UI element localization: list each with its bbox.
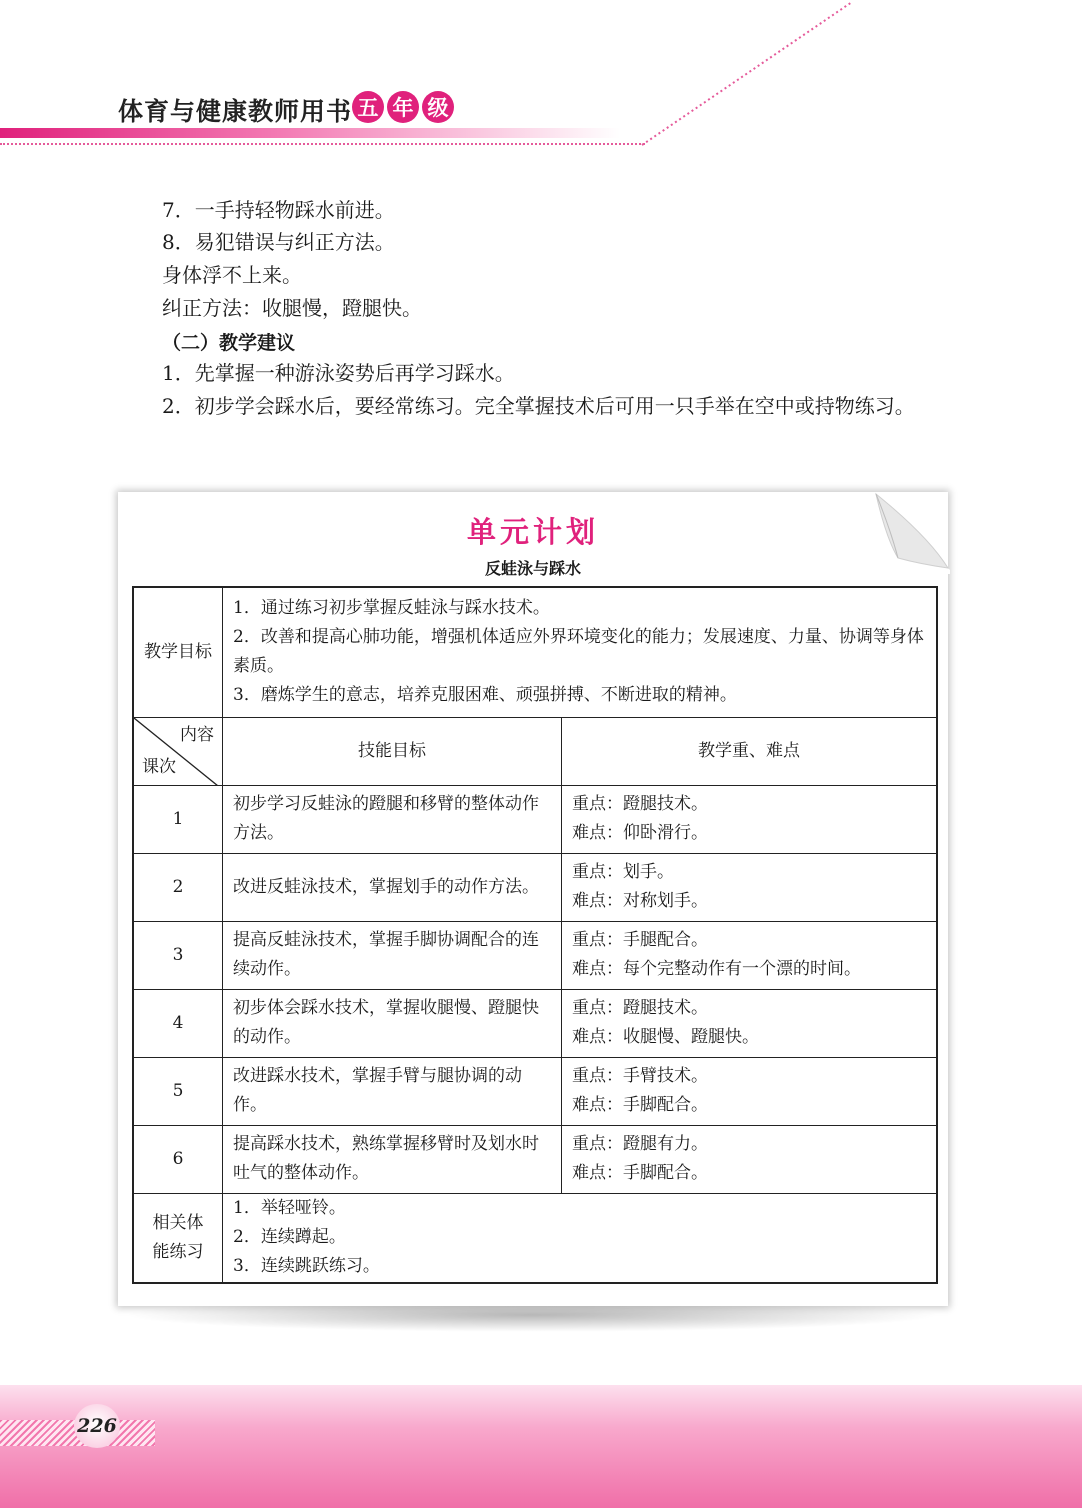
lesson-difficulty: 难点：仰卧滑行。 [572,823,708,843]
body-line: 纠正方法：收腿慢，蹬腿快。 [162,296,422,320]
col-header-key: 教学重、难点 [562,717,938,785]
lesson-difficulty: 难点：每个完整动作有一个漂的时间。 [572,959,861,979]
lesson-difficulty: 难点：对称划手。 [572,891,708,911]
lesson-row [133,785,937,853]
diag-label-content: 内容 [180,724,214,745]
lesson-difficulty: 难点：手脚配合。 [572,1163,708,1183]
header-dotted-line [0,143,645,145]
lesson-row [133,1057,937,1125]
fitness-row [133,1193,937,1283]
grade-char-3: 级 [422,91,454,123]
page-number: 226 [74,1404,120,1448]
fitness-item: 2．连续蹲起。 [233,1227,346,1248]
suggestion-line: 2．初步学会踩水后，要经常练习。完全掌握技术后可用一只手举在空中或持物练习。 [162,394,915,418]
lesson-difficulty: 难点：手脚配合。 [572,1095,708,1115]
header-row [133,717,937,785]
lesson-row [133,921,937,989]
lesson-difficulty: 难点：收腿慢、蹬腿快。 [572,1027,759,1047]
lesson-row [133,1125,937,1193]
suggestion-line: 1．先掌握一种游泳姿势后再学习踩水。 [162,361,515,385]
unit-plan-table [132,586,938,1284]
body-line: 身体浮不上来。 [162,263,302,287]
lesson-key: 重点：划手。 [572,862,674,882]
grade-badge [352,91,454,123]
diagonal-header-cell [133,717,223,785]
lesson-skill: 改进反蛙泳技术，掌握划手的动作方法。 [223,853,562,921]
section-subhead: （二）教学建议 [162,332,296,354]
lesson-key: 重点：蹬腿技术。 [572,998,708,1018]
body-line: 7．一手持轻物踩水前进。 [162,198,395,222]
lesson-key-points [562,785,938,853]
lesson-skill: 初步学习反蛙泳的蹬腿和移臂的整体动作方法。 [223,785,562,853]
footer-band [0,1385,1082,1508]
lesson-skill: 提高踩水技术，熟练掌握移臂时及划水时吐气的整体动作。 [223,1125,562,1193]
lesson-row [133,853,937,921]
grade-char-2: 年 [387,91,419,123]
objectives-content [223,587,938,717]
lesson-skill: 初步体会踩水技术，掌握收腿慢、蹬腿快的动作。 [223,989,562,1057]
fitness-label: 相关体能练习 [133,1193,223,1283]
lesson-number: 6 [133,1125,223,1193]
lesson-key: 重点：蹬腿有力。 [572,1134,708,1154]
lesson-number: 5 [133,1057,223,1125]
lesson-number: 1 [133,785,223,853]
fitness-item: 3．连续跳跃练习。 [233,1256,380,1277]
book-title: 体育与健康教师用书 [118,97,353,126]
body-line: 8．易犯错误与纠正方法。 [162,230,395,254]
lesson-row [133,989,937,1057]
lesson-number: 2 [133,853,223,921]
lesson-key-points [562,853,938,921]
grade-char-1: 五 [352,91,384,123]
objective-item: 1．通过练习初步掌握反蛙泳与踩水技术。 [233,598,550,619]
lesson-key-points [562,989,938,1057]
card-title: 单元计划 [466,515,599,549]
lesson-number: 3 [133,921,223,989]
lesson-key: 重点：手臂技术。 [572,1066,708,1086]
page-curl-decoration [868,488,954,574]
fitness-content [223,1193,938,1283]
lesson-key-points [562,1125,938,1193]
lesson-number: 4 [133,989,223,1057]
objectives-label: 教学目标 [133,587,223,717]
header-diagonal-dots [640,0,855,148]
lesson-skill: 改进踩水技术，掌握手臂与腿协调的动作。 [223,1057,562,1125]
objective-item: 3．磨炼学生的意志，培养克服困难、顽强拼搏、不断进取的精神。 [233,685,737,706]
unit-plan-card [118,492,948,1306]
objective-item: 2．改善和提高心肺功能，增强机体适应外界环境变化的能力；发展速度、力量、协调等身体素质。 [233,627,924,677]
objectives-row [133,587,937,717]
lesson-key: 重点：手腿配合。 [572,930,708,950]
lesson-key: 重点：蹬腿技术。 [572,794,708,814]
lesson-key-points [562,921,938,989]
lesson-key-points [562,1057,938,1125]
lesson-skill: 提高反蛙泳技术，掌握手脚协调配合的连续动作。 [223,921,562,989]
card-subtitle: 反蛙泳与踩水 [484,559,581,578]
header-bar [0,128,620,138]
diag-label-lesson: 课次 [142,756,176,777]
col-header-skill: 技能目标 [223,717,562,785]
fitness-item: 1．举轻哑铃。 [233,1198,346,1219]
